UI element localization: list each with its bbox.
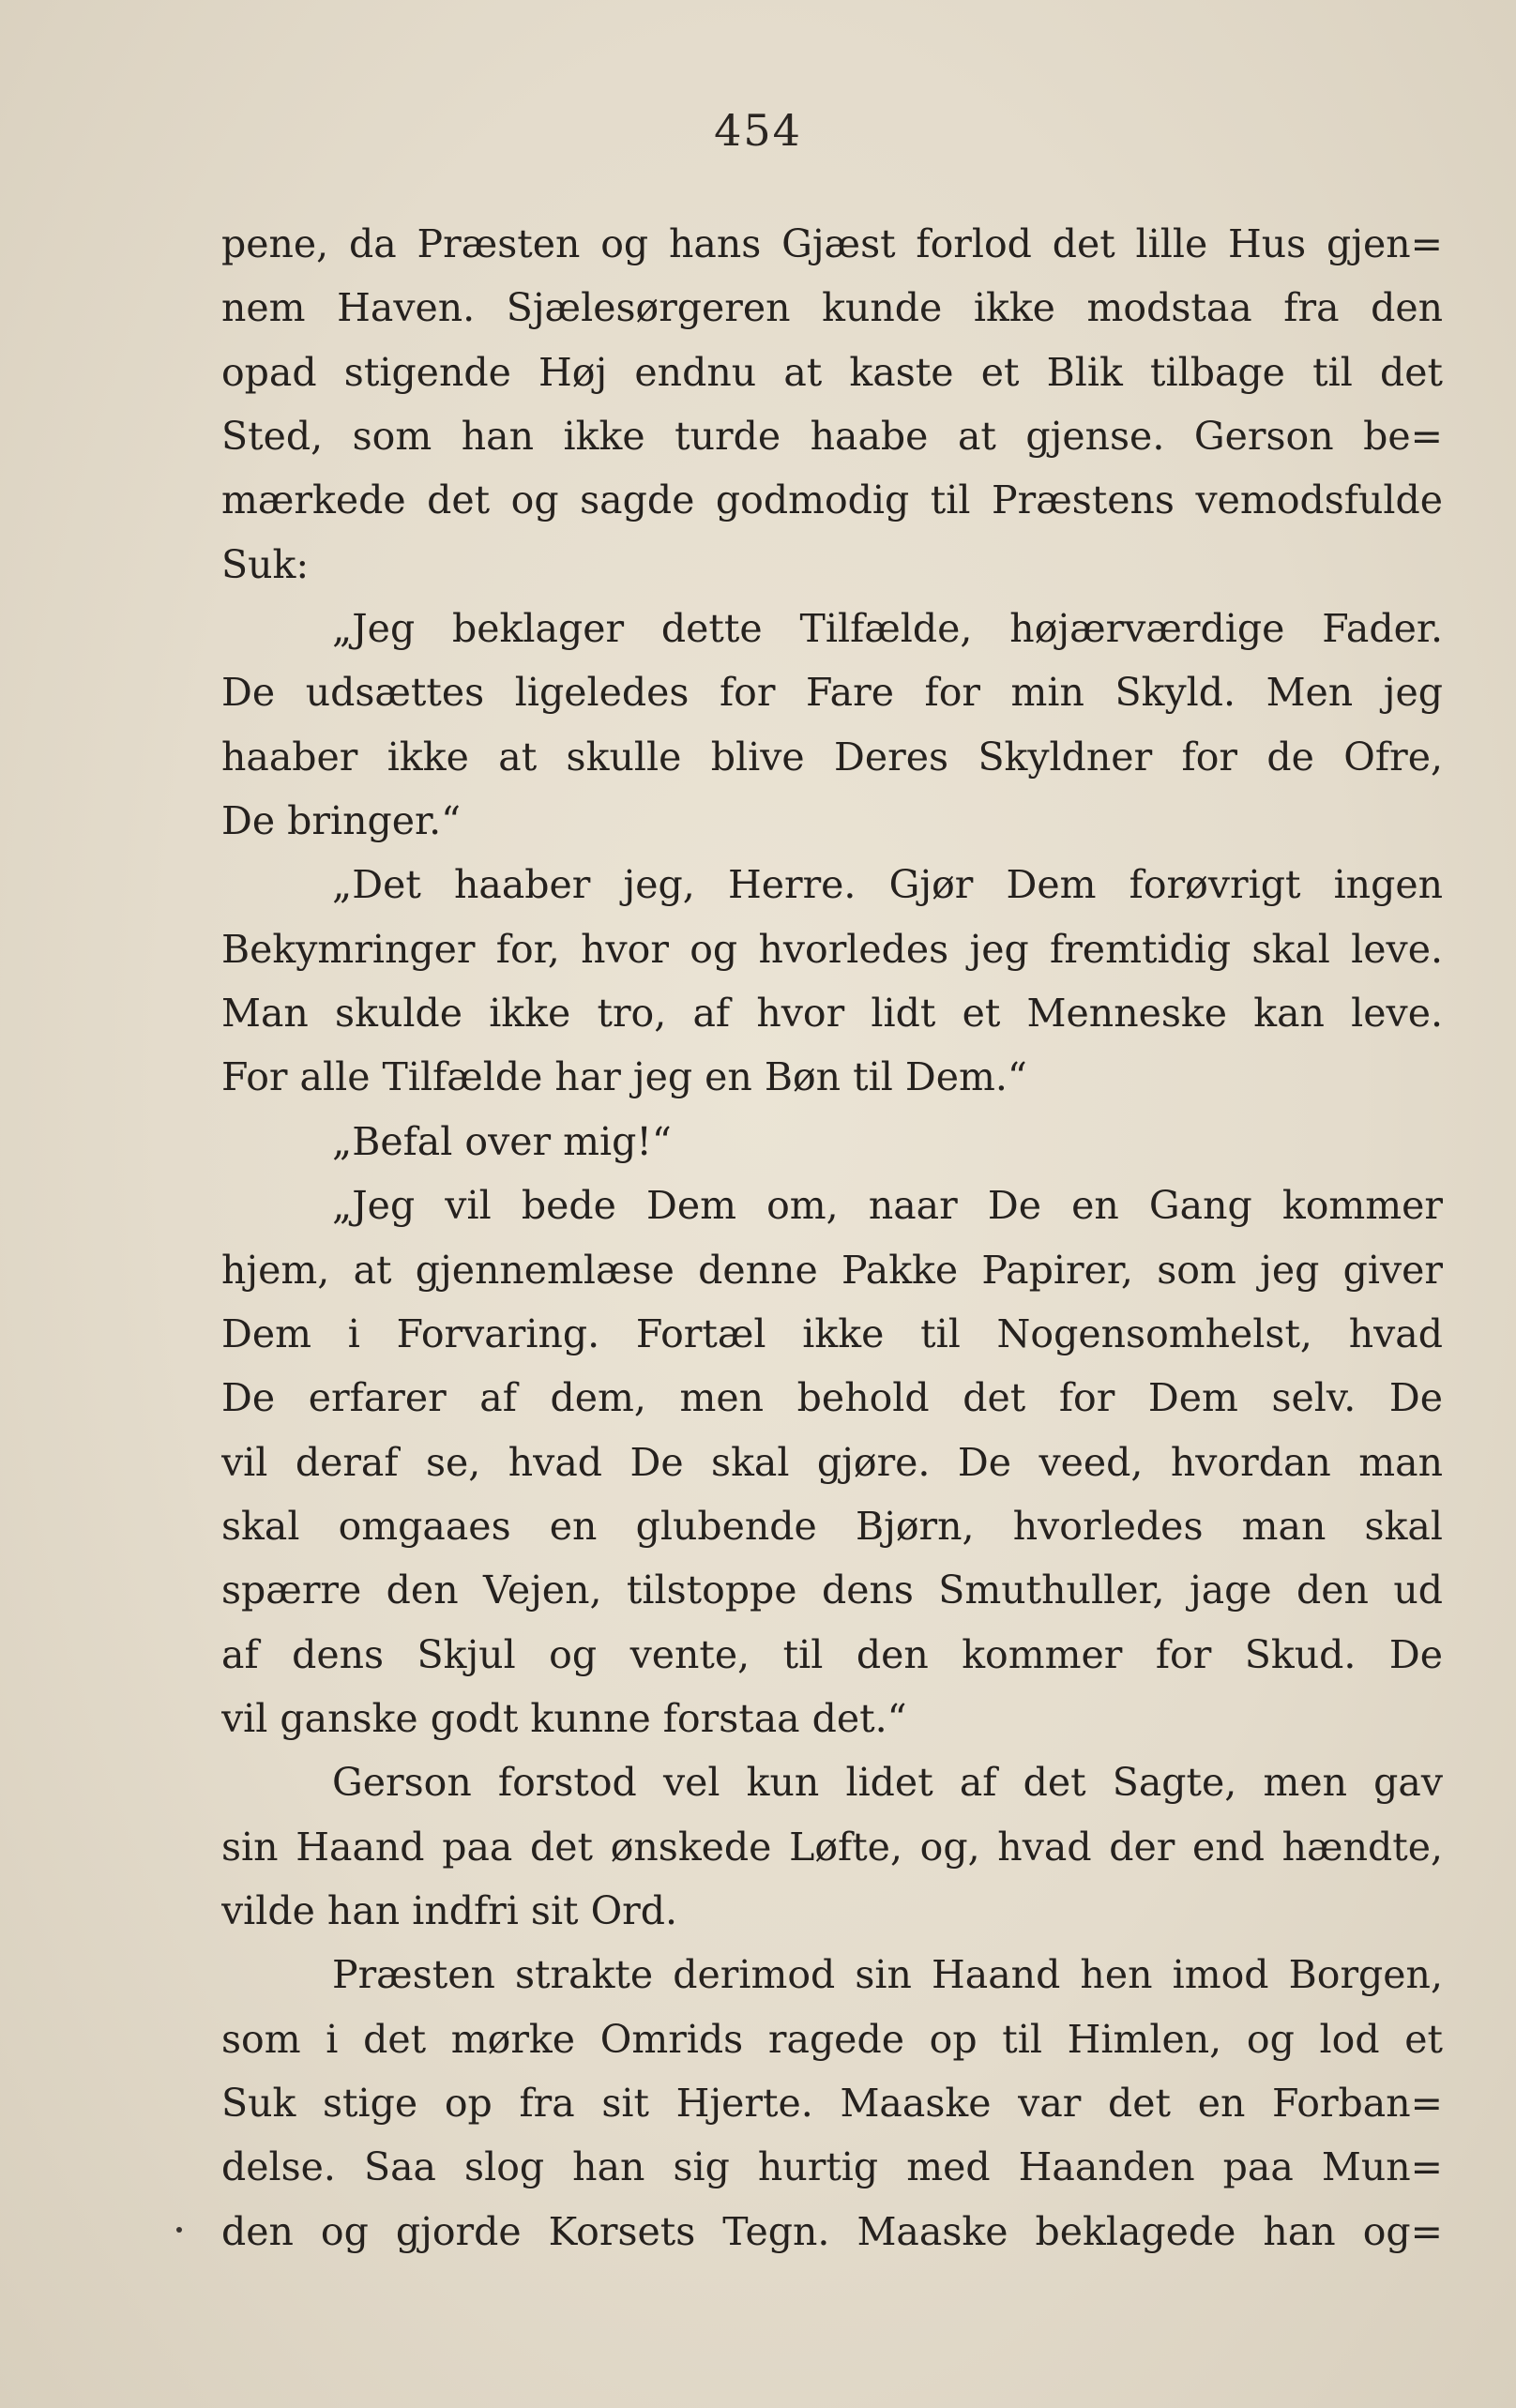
text-line: mærkede det og sagde godmodig til Præstens vemodsfulde xyxy=(221,477,1443,523)
text-line: nem Haven. Sjælesørgeren kunde ikke modstaa fra den xyxy=(221,285,1443,331)
text-line: „Befal over mig!“ xyxy=(332,1118,672,1164)
text-line: „Jeg vil bede Dem om, naar De en Gang kommer xyxy=(332,1183,1443,1229)
text-line: delse. Saa slog han sig hurtig med Haanden paa Mun= xyxy=(221,2144,1443,2190)
text-line: Gerson forstod vel kun lidet af det Sagte, men gav xyxy=(332,1760,1443,1806)
text-line: den og gjorde Korsets Tegn. Maaske beklagede han og= xyxy=(221,2208,1443,2254)
text-line: De erfarer af dem, men behold det for Dem selv. De xyxy=(221,1375,1443,1421)
text-line: som i det mørke Omrids ragede op til Himlen, og lod et xyxy=(221,2016,1443,2062)
text-line: sin Haand paa det ønskede Løfte, og, hvad der end hændte, xyxy=(221,1824,1443,1870)
text-line: hjem, at gjennemlæse denne Pakke Papirer, som jeg giver xyxy=(221,1247,1443,1293)
page-number: 454 xyxy=(714,105,802,156)
text-line: Sted, som han ikke turde haabe at gjense. Gerson be= xyxy=(221,414,1443,460)
text-line: De bringer.“ xyxy=(221,798,462,844)
text-line: af dens Skjul og vente, til den kommer for Skud. De xyxy=(221,1631,1443,1677)
text-line: „Det haaber jeg, Herre. Gjør Dem forøvrigt ingen xyxy=(332,862,1443,908)
text-line: vil ganske godt kunne forstaa det.“ xyxy=(221,1695,907,1741)
text-line: haaber ikke at skulle blive Deres Skyldner for de Ofre, xyxy=(221,734,1443,780)
text-line: For alle Tilfælde har jeg en Bøn til Dem.“ xyxy=(221,1054,1027,1100)
text-line: Bekymringer for, hvor og hvorledes jeg fremtidig skal leve. xyxy=(221,926,1443,972)
text-line: „Jeg beklager dette Tilfælde, højærværdige Fader. xyxy=(332,606,1443,652)
text-line: skal omgaaes en glubende Bjørn, hvorledes man skal xyxy=(221,1503,1443,1549)
text-line: pene, da Præsten og hans Gjæst forlod det lille Hus gjen= xyxy=(221,221,1443,266)
text-line: Man skulde ikke tro, af hvor lidt et Menneske kan leve. xyxy=(221,991,1443,1037)
text-line: De udsættes ligeledes for Fare for min Skyld. Men jeg xyxy=(221,670,1443,716)
margin-dot xyxy=(176,2227,182,2233)
text-line: opad stigende Høj endnu at kaste et Blik tilbage til det xyxy=(221,349,1443,395)
text-line: vil deraf se, hvad De skal gjøre. De veed, hvordan man xyxy=(221,1439,1443,1485)
text-line: Præsten strakte derimod sin Haand hen imod Borgen, xyxy=(332,1952,1443,1998)
text-line: Dem i Forvaring. Fortæl ikke til Nogensomhelst, hvad xyxy=(221,1310,1443,1356)
text-line: Suk: xyxy=(221,541,310,587)
text-line: spærre den Vejen, tilstoppe dens Smuthuller, jage den ud xyxy=(221,1567,1443,1613)
text-line: vilde han indfri sit Ord. xyxy=(221,1887,678,1933)
text-line: Suk stige op fra sit Hjerte. Maaske var det en Forban= xyxy=(221,2080,1443,2126)
body-text xyxy=(221,212,1443,2264)
